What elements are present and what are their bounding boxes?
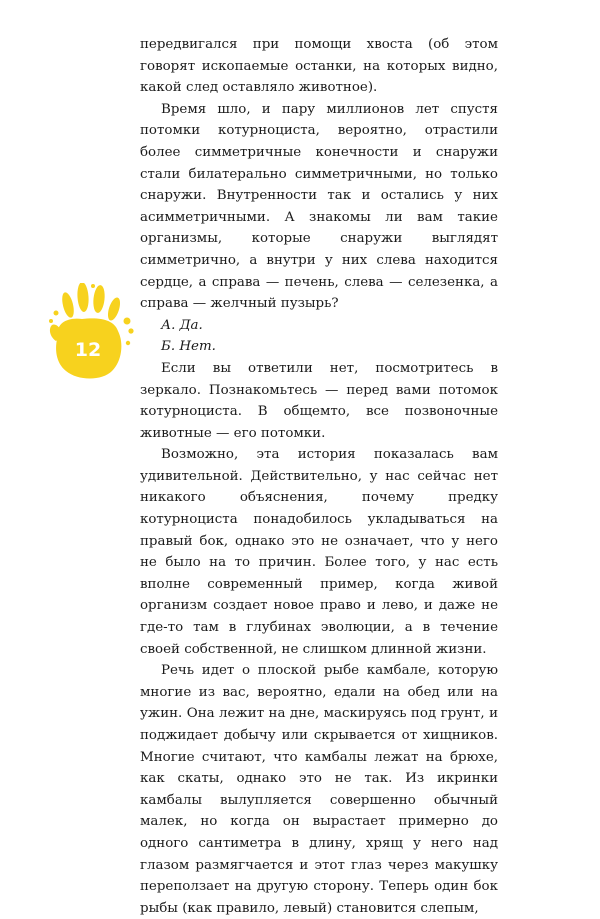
answer-option-a: А. Да. xyxy=(161,317,203,333)
page-number-marker xyxy=(48,283,140,383)
paragraph-flounder: Речь идет о плоской рыбе камбале, которую многие из вас, вероятно, едали на обед или на ужин. Она лежит на дне, маскируясь под грунт, и поджидает добычу или скрывается от хищников. Многие считают, что камбалы лежат на брюхе, как скаты, однако это не так. Из икринки камбалы вылупляется совершенно обычный малек, но когда он вырастает примерно до одного сантиметра в длину, хрящ у него над глазом размягчается и этот глаз через макушку переползает на другую сторону. Теперь один бок рыбы (как правило, левый) становится слепым, xyxy=(140,663,498,916)
paragraph-mirror: Если вы ответили нет, посмотритесь в зеркало. Познакомьтесь — перед вами потомок котурноциста. В общемто, все позвоночные животные — его потомки. xyxy=(140,360,498,441)
page-text xyxy=(140,34,498,919)
answer-option-b: Б. Нет. xyxy=(161,339,216,355)
page-number: 12 xyxy=(74,339,102,361)
paragraph-explanation: Возможно, эта история показалась вам удивительной. Действительно, у нас сейчас нет никакого объяснения, почему предку котурноциста понадобилось укладываться на правый бок, однако это не означает, что у него не было на то причин. Более того, у нас есть вполне современный пример, когда живой организм создает новое право и лево, и даже не где-то там в глубинах эволюции, а в течение своей собственной, не слишком длинной жизни. xyxy=(140,447,498,657)
hand-print-icon xyxy=(48,283,140,383)
paragraph-symmetry: Время шло, и пару миллионов лет спустя потомки котурноциста, вероятно, отрастили более симметричные конечности и снаружи стали билатерально симметричными, но только снаружи. Внутренности так и остались у них асимметричными. А знакомы ли вам такие организмы, которые снаружи выглядят симметрично, а внутри у них слева находится сердце, а справа — печень, слева — селезенка, а справа — желчный пузырь? xyxy=(140,101,498,312)
paragraph-continuation: передвигался при помощи хвоста (об этом говорят ископаемые останки, на которых видно, какой след оставляло животное). xyxy=(140,37,498,96)
